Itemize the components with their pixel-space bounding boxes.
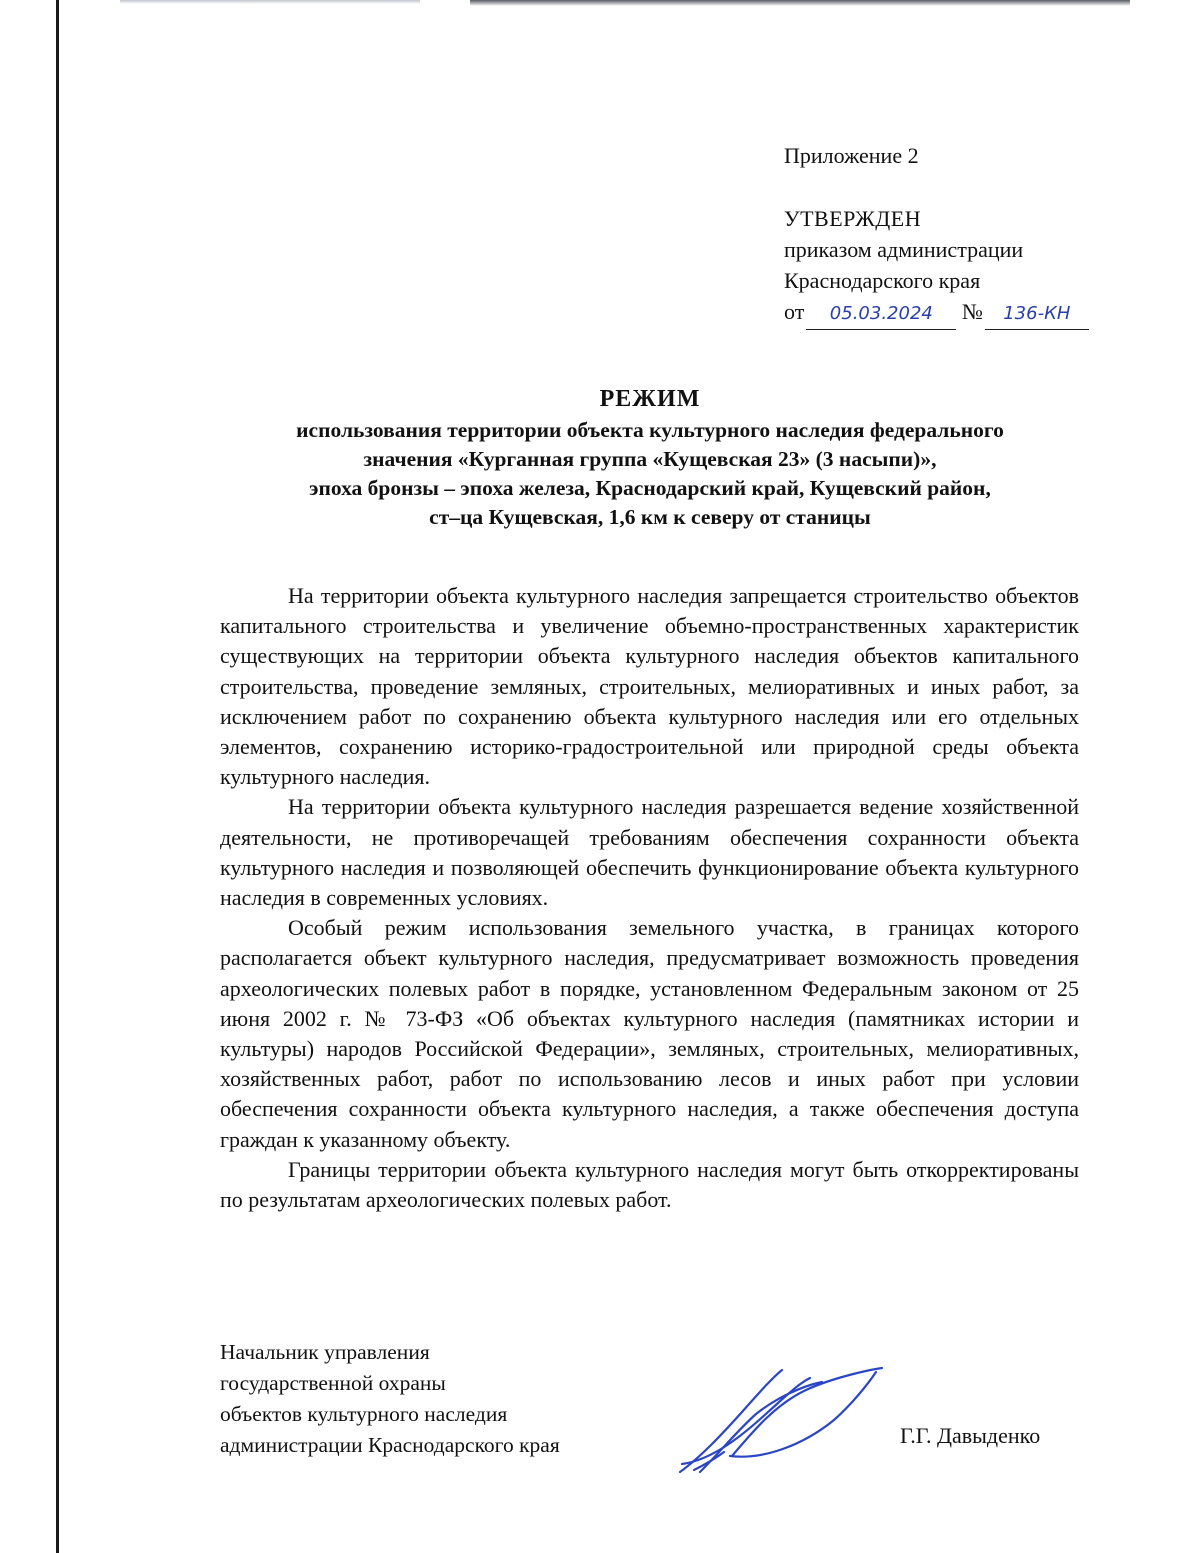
approval-line-2: Краснодарского края — [784, 268, 981, 293]
subtitle-line: использования территории объекта культурного наследия федерального — [296, 418, 1004, 442]
handwritten-order-number: 136-КН — [985, 298, 1089, 330]
body-paragraph-boundaries: Границы территории объекта культурного наследия могут быть откорректированы по результатам археологических полевых работ. — [220, 1156, 1079, 1213]
subtitle-line: значения «Курганная группа «Кущевская 23» (3 насыпи)», — [363, 447, 937, 471]
signer-name: Г.Г. Давыденко — [900, 1423, 1041, 1448]
position-line: государственной охраны — [220, 1371, 446, 1395]
position-line: объектов культурного наследия — [220, 1402, 508, 1426]
body-paragraph-special-regime: Особый режим использования земельного участка, в границах которого располагается объект культурного наследия, предусматривает возможность проведения археологических полевых работ в порядке, установленном Федеральным законом от 25 июня 2002 г. № 73-ФЗ «Об объектах культурного наследия (памятниках истории и культуры) народов Российской Федерации», земляных, строительных, мелиоративных, хозяйственных работ, работ по использованию лесов и иных работ при условии обеспечения сохранности объекта культурного наследия, а также обеспечения доступа граждан к указанному объекту. — [220, 915, 1079, 1152]
handwritten-signature — [672, 1360, 887, 1480]
document-heading — [200, 382, 1100, 532]
handwritten-date: 05.03.2024 — [806, 298, 956, 330]
scan-left-edge — [56, 0, 59, 1553]
signatory-position — [220, 1337, 660, 1461]
scan-top-shadow-dark — [470, 0, 1130, 6]
appendix-label: Приложение 2 — [784, 143, 919, 168]
document-body — [220, 581, 1079, 1215]
position-line: Начальник управления — [220, 1340, 430, 1364]
body-paragraph-permission: На территории объекта культурного наследия разрешается ведение хозяйственной деятельности, не противоречащей требованиям обеспечения сохранности объекта культурного наследия и позволяющей обеспечить функционирование объекта культурного наследия в современных условиях. — [220, 794, 1079, 911]
date-prefix: от — [784, 299, 805, 324]
approval-stamp: УТВЕРЖДЕН — [784, 206, 922, 231]
body-paragraph-prohibition: На территории объекта культурного наследия запрещается строительство объектов капитального строительства и увеличение объемно-пространственных характеристик существующих на территории объекта культурного наследия объектов капитального строительства, проведение земляных, строительных, мелиоративных и иных работ, за исключением работ по сохранению объекта культурного наследия или его отдельных элементов, сохранению историко-градостроительной или природной среды объекта культурного наследия. — [220, 583, 1079, 790]
document-subtitle — [200, 416, 1100, 532]
subtitle-line: эпоха бронзы – эпоха железа, Краснодарский край, Кущевский район, — [309, 476, 991, 500]
approval-date-row — [784, 296, 1144, 330]
approval-line-1: приказом администрации — [784, 237, 1024, 262]
number-prefix: № — [961, 299, 983, 324]
scan-top-shadow — [120, 0, 420, 4]
approval-block — [784, 140, 1144, 330]
position-line: администрации Краснодарского края — [220, 1433, 560, 1457]
document-title: РЕЖИМ — [599, 386, 701, 412]
subtitle-line: ст–ца Кущевская, 1,6 км к северу от станицы — [429, 505, 871, 529]
